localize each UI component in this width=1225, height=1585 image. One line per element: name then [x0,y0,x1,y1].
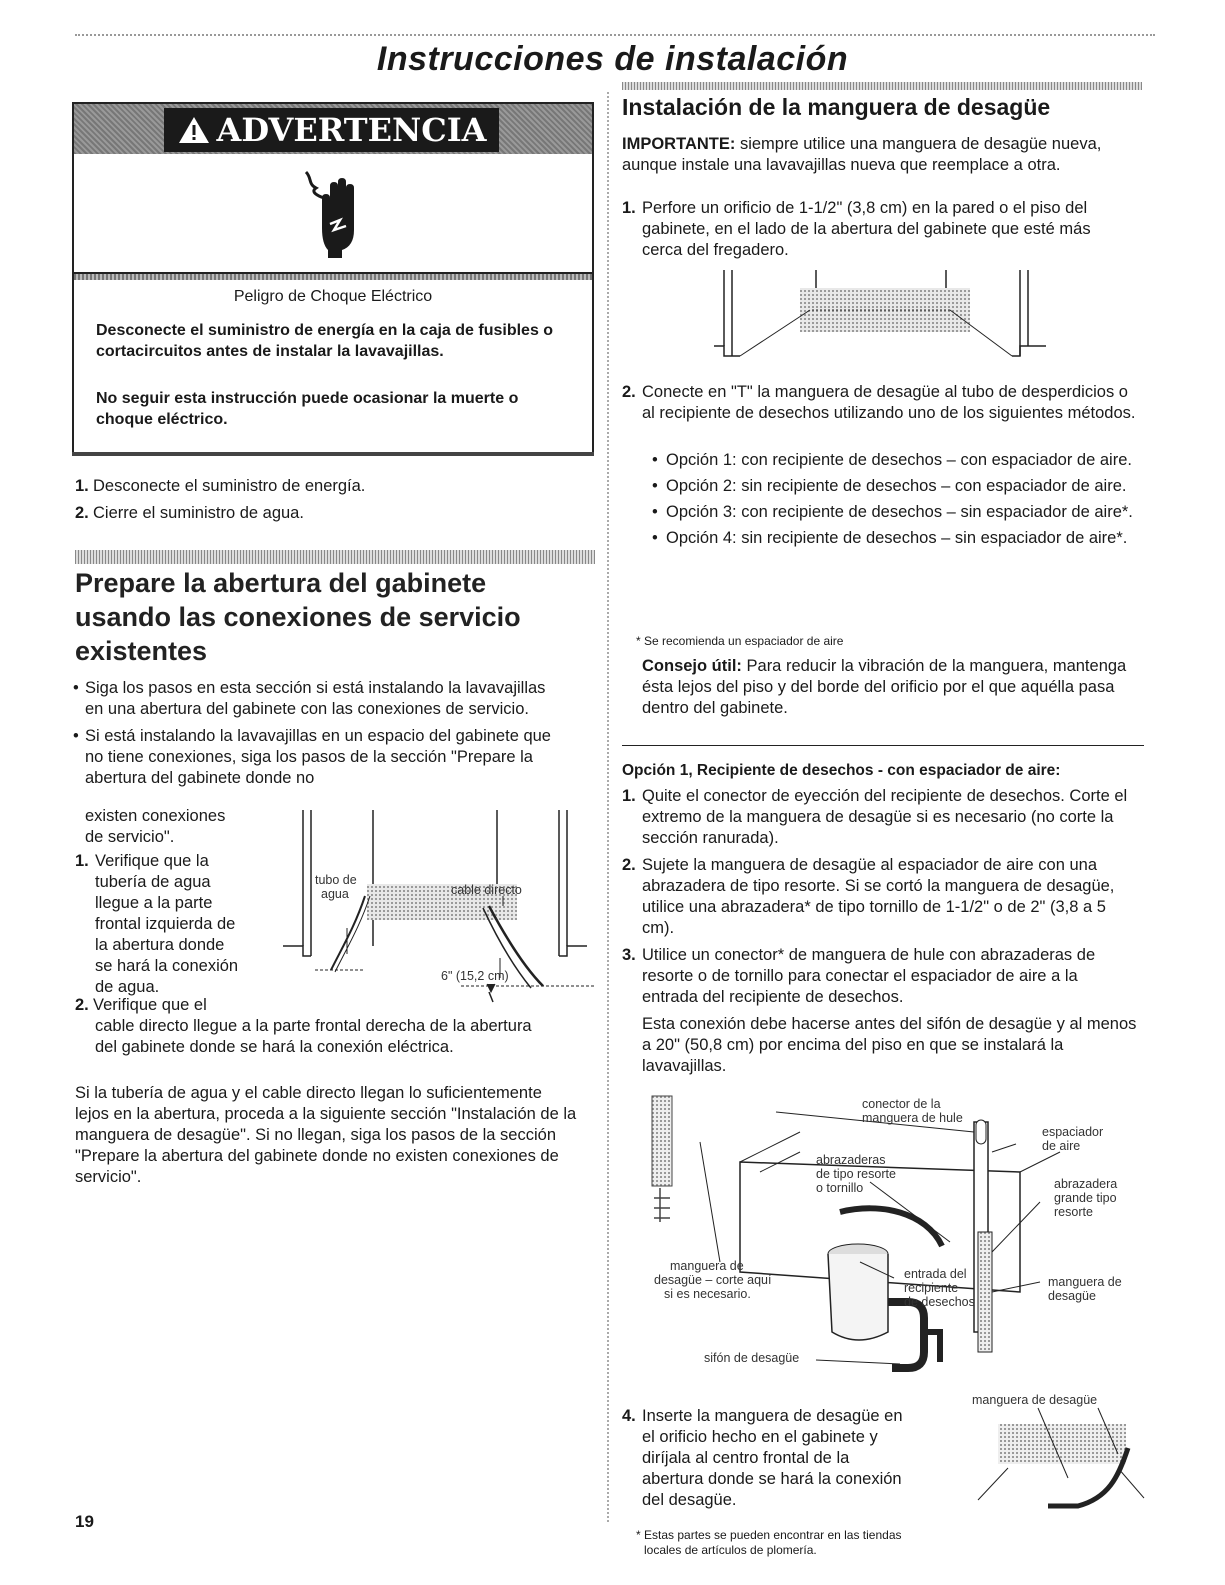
air-gap-disposer-diagram [640,1092,1140,1392]
step-text: Conecte en "T" la manguera de desagüe al tubo de desperdicios o al recipiente de desechos utilizando uno de los siguientes métodos. [642,383,1136,422]
list-item: • Opción 2: sin recipiente de desechos – con espaciador de aire. [652,477,1127,495]
bullet-text: Si está instalando la lavavajillas en un espacio del gabinete que no tiene conexiones, siga los pasos de la sección "Prepare la abertura del gabinete donde no [85,727,551,787]
label-corte-2: desagüe – corte aquí [654,1273,772,1287]
hose-insert-diagram [968,1388,1148,1518]
label-entrada-1: entrada del [904,1267,967,1281]
label-entrada-3: de desechos [904,1295,975,1309]
warning-paragraph-1: Desconecte el suministro de energía en la caja de fusibles o cortacircuitos antes de instalar la lavavajillas. [96,322,554,360]
list-item: 1. Desconecte el suministro de energía. [75,477,366,495]
step-text-line: abertura donde se hará la conexión [642,1470,902,1488]
list-item: • Siga los pasos en esta sección si está instalando la lavavajillas en una abertura del gabinete con las conexiones de servicio. [73,679,546,718]
page-number: 19 [75,1512,94,1531]
water-pipe-label: tubo de [315,873,357,887]
list-item: 1. Quite el conector de eyección del recipiente de desechos. Corte el extremo de la manguera de desagüe si es necesario (no corte la sección ranurada). [622,787,1128,847]
heading-line: usando las conexiones de servicio [75,602,521,632]
cabinet-hatch [998,1424,1126,1464]
electric-shock-hand-icon [300,168,370,260]
warning-box [72,102,594,456]
list-item: • Opción 4: sin recipiente de desechos – sin espaciador de aire*. [652,529,1128,547]
step-text-line: tubería de agua [95,873,211,891]
right-hatch-bar [622,82,1142,90]
warning-paragraph-2: No seguir esta instrucción puede ocasionar la muerte o choque eléctrico. [96,390,519,428]
step-text-line: la abertura donde [95,936,225,954]
list-item: 2. Cierre el suministro de agua. [75,504,304,522]
tip-text: Para reducir la vibración de la manguera, mantenga ésta lejos del piso y del borde del orificio por el que aquélla pasa dentro del gabinete. [642,657,1127,717]
list-item: • Opción 3: con recipiente de desechos – sin espaciador de aire*. [652,503,1133,521]
option-text: Opción 3: con recipiente de desechos – sin espaciador de aire*. [666,503,1133,521]
step-note: Esta conexión debe hacerse antes del sifón de desagüe y al menos a 20" (50,8 cm) por encima del piso en que se instalará la lavavajillas. [642,1015,1137,1075]
label-abraz-1: abrazaderas [816,1153,886,1167]
drill-hole-diagram [700,266,1070,376]
label-grande-3: resorte [1054,1205,1093,1219]
warning-strip [74,274,592,280]
left-steps [75,476,595,524]
option-text: Opción 1: con recipiente de desechos – con espaciador de aire. [666,451,1132,469]
label-espaciador-2: de aire [1042,1139,1081,1153]
helpful-tip [642,656,1137,719]
step-text-line: diríjala al centro frontal de la [642,1449,850,1467]
list-item: • Si está instalando la lavavajillas en un espacio del gabinete que no tiene conexiones, siga los pasos de la sección "Prepare la abertura del gabinete donde no [73,727,551,787]
label-corte-3: si es necesario. [664,1287,751,1301]
step-text-line: frontal izquierda de [95,915,236,933]
label-corte-1: manguera de [670,1259,744,1273]
step-text-line: de agua. [95,978,160,996]
disposer-body [828,1254,888,1340]
warning-icon-area [74,154,592,274]
cabinet-wall-hatch [652,1096,672,1186]
option-text: Opción 2: sin recipiente de desechos – con espaciador de aire. [666,477,1127,495]
prepare-closing: Si la tubería de agua y el cable directo llegan lo suficientemente lejos en la abertura, proceda a la siguiente sección "Instalación de la manguera de desagüe". Si no llegan, siga los pasos de la sección "Prepare la abertura del gabinete donde no existen conexiones de servicio". [75,1084,577,1186]
label-espaciador-1: espaciador [1042,1125,1104,1139]
step-text-line: 2. Verifique que el [75,996,207,1014]
drain-step-1: 1. Perfore un orificio de 1-1/2" (3,8 cm) en la pared o el piso del gabinete, en el lado de la abertura del gabinete que esté más cerca del fregadero. [622,198,1132,261]
label-mang-2: desagüe [1048,1289,1096,1303]
page-title: Instrucciones de instalación [376,40,849,78]
measurement-label: 6" (15,2 cm) [441,969,509,983]
label-entrada-2: recipiente [904,1281,959,1295]
drain-step-2: 2. Conecte en "T" la manguera de desagüe al tubo de desperdicios o al recipiente de desechos utilizando uno de los siguientes métodos. [622,383,1136,422]
air-gap-footnote: * Se recomienda un espaciador de aire [636,634,844,648]
option1-steps [622,786,1137,1077]
step-text-line: Verifique que la [95,852,209,870]
option1-rule [622,745,1144,746]
warning-banner-text: ADVERTENCIA [216,111,487,149]
step-text-line: se hará la conexión [95,957,239,975]
step-text: Perfore un orificio de 1-1/2" (3,8 cm) en la pared o el piso del gabinete, en el lado de la abertura del gabinete que esté más cerca del fregadero. [642,199,1091,259]
drain-trap-pipe [888,1302,924,1368]
option1-step-4: 4. Inserte la manguera de desagüe en el orificio hecho en el gabinete y diríjala al centro frontal de la abertura donde se hará la conexión del desagüe. [622,1406,962,1511]
step-text: Quite el conector de eyección del recipiente de desechos. Corte el extremo de la manguera de desagüe si es necesario (no corte la sección ranurada). [642,787,1128,847]
drain-heading: Instalación de la manguera de desagüe [622,94,1051,120]
prepare-step-1: 1. Verifique que la tubería de agua llegue a la parte frontal izquierda de la abertura donde se hará la conexión de agua. [75,851,275,998]
cabinet-connections-diagram [275,806,595,1006]
prepare-bullets [75,678,553,789]
warning-banner [164,108,499,152]
footnote-line: locales de artículos de plomería. [644,1543,817,1557]
important-label: IMPORTANTE: [622,135,736,153]
water-pipe-line [331,896,365,970]
column-divider [607,92,609,1522]
list-item: 3. Utilice un conector* de manguera de hule con abrazaderas de resorte o de tornillo para conectar el espaciador de aire a la entrada del recipiente de desechos. [622,946,1096,1006]
section-hatch-bar [75,550,595,564]
top-dotted-rule [75,34,1155,36]
option-text: Opción 4: sin recipiente de desechos – sin espaciador de aire*. [666,529,1128,547]
hose-label: manguera de desagüe [972,1393,1098,1407]
heading-line: existentes [75,636,208,666]
important-note [622,134,1132,176]
step-text-line: del desagüe. [642,1491,737,1509]
step-text-line: Inserte la manguera de desagüe en [642,1407,903,1425]
rubber-hose-connector [840,1208,942,1246]
step-text: Sujete la manguera de desagüe al espaciador de aire con una abrazadera de tipo resorte. Si se cortó la manguera de desagüe, utilice una abrazadera* de tipo tornillo de 1-1/2" o de 2" (3,8 a 5 cm). [642,856,1115,937]
step-text-line: llegue a la parte [95,894,213,912]
bullet-text-line: existen conexiones [85,807,226,825]
label-sifon: sifón de desagüe [704,1351,800,1365]
list-item: • Opción 1: con recipiente de desechos – con espaciador de aire. [652,451,1132,469]
warning-subtitle: Peligro de Choque Eléctrico [233,288,433,305]
important-text: siempre utilice una manguera de desagüe nueva, aunque instale una lavavajillas nueva que reemplace a otra. [622,135,1102,174]
option1-heading: Opción 1, Recipiente de desechos - con espaciador de aire: [622,762,1061,779]
label-grande-2: grande tipo [1054,1191,1117,1205]
warning-triangle-icon [177,115,211,145]
step-text: Verifique que el [93,996,207,1014]
bullet-continuation [85,806,285,848]
footnote-line: * Estas partes se pueden encontrar en las tiendas [636,1528,902,1542]
drain-hose-corrugated [978,1232,992,1352]
bottom-footnote [636,1528,1036,1558]
label-mang-1: manguera de [1048,1275,1122,1289]
step-text: Cierre el suministro de agua. [93,504,304,522]
label-grande-1: abrazadera [1054,1177,1118,1191]
label-abraz-2: de tipo resorte [816,1167,896,1181]
label-conector-2: manguera de hule [862,1111,963,1125]
warning-box-shadow [72,452,594,456]
drain-options-list [652,450,1140,549]
direct-cable-label: cable directo [451,883,522,897]
step-text-line: el orificio hecho en el gabinete y [642,1428,878,1446]
water-pipe-label-2: agua [321,887,349,901]
bullet-text-line: de servicio". [85,828,175,846]
heading-line: Prepare la abertura del gabinete [75,568,487,598]
prepare-heading [75,566,595,668]
step-text: Desconecte el suministro de energía. [93,477,366,495]
warning-header-hatch [74,104,592,154]
tip-label: Consejo útil: [642,657,742,675]
label-abraz-3: o tornillo [816,1181,864,1195]
bullet-text: Siga los pasos en esta sección si está instalando la lavavajillas en una abertura del gabinete con las conexiones de servicio. [85,679,546,718]
step-text: cable directo llegue a la parte frontal derecha de la abertura del gabinete donde se hará la conexión eléctrica. [95,1017,532,1056]
list-item: 2. Sujete la manguera de desagüe al espaciador de aire con una abrazadera de tipo resorte. Si se cortó la manguera de desagüe, utilice una abrazadera* de tipo tornillo de 1-1/2" o de 2" (3,8 a 5 cm). [622,856,1115,937]
step-text: Utilice un conector* de manguera de hule con abrazaderas de resorte o de tornillo para conectar el espaciador de aire a la entrada del recipiente de desechos. [642,946,1096,1006]
label-conector-1: conector de la [862,1097,941,1111]
